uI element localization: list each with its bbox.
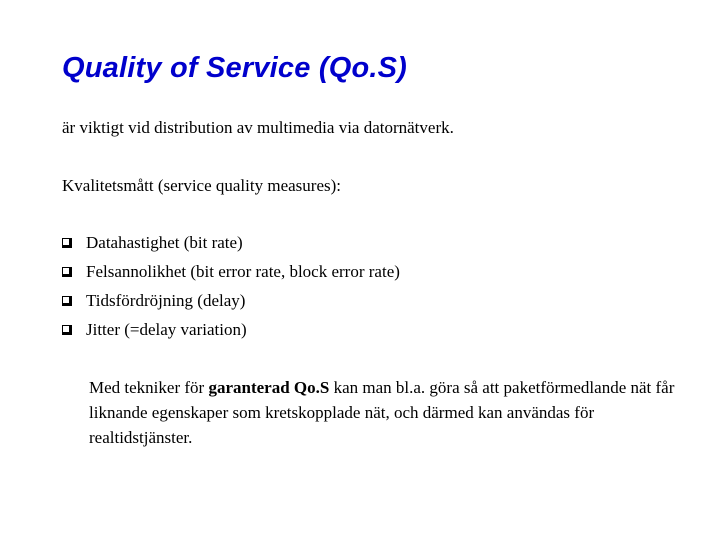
hollow-square-bullet-icon [62,267,72,277]
hollow-square-bullet-icon [62,296,72,306]
summary-emphasis: garanterad Qo.S [208,378,330,397]
list-item-label: Datahastighet (bit rate) [86,233,243,252]
measures-heading: Kvalitetsmått (service quality measures): [62,176,341,195]
list-item-label: Jitter (=delay variation) [86,320,247,339]
hollow-square-bullet-icon [62,325,72,335]
intro-text: är viktigt vid distribution av multimedia via datornätverk. [62,118,454,137]
list-item [62,262,400,291]
quality-measures-list [62,233,400,349]
list-item [62,233,400,262]
list-item-label: Felsannolikhet (bit error rate, block error rate) [86,262,400,281]
summary-paragraph [89,375,689,450]
list-item [62,320,400,349]
slide-title: Quality of Service (Qo.S) [62,52,408,84]
hollow-square-bullet-icon [62,238,72,248]
summary-text-end: kan man bl.a. göra så att paketförmedlande nät får liknande egenskaper som kretskopplade nät, och därmed kan användas för realtidstjänster. [89,378,675,447]
list-item-label: Tidsfördröjning (delay) [86,291,246,310]
list-item [62,291,400,320]
summary-text-start: Med tekniker för [89,378,209,397]
